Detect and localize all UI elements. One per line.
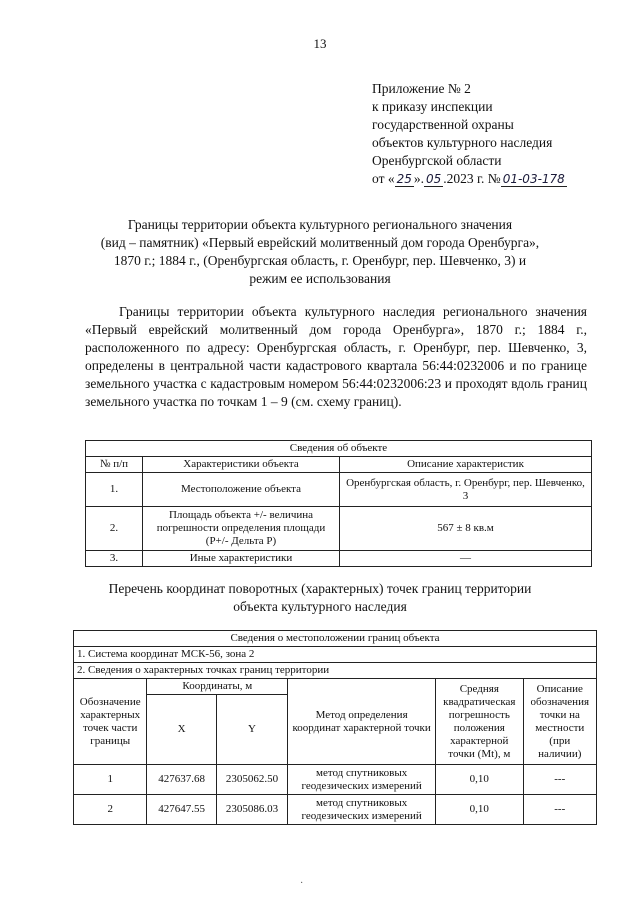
object-table-header: № п/п (86, 457, 143, 473)
coordinates-title (75, 580, 565, 616)
object-table-cell: 2. (86, 507, 143, 551)
coords-cell-point: 2 (74, 795, 147, 825)
annex-block (372, 80, 567, 188)
annex-line: объектов культурного наследия (372, 135, 553, 150)
annex-date-line (372, 170, 567, 188)
annex-line: государственной охраны (372, 117, 514, 132)
coords-header-x: X (147, 695, 216, 765)
object-table-cell: — (340, 551, 592, 567)
coords-cell-point: 1 (74, 765, 147, 795)
date-day-handwritten: 25 (396, 172, 412, 186)
coords-points-line: 2. Сведения о характерных точках границ территории (74, 663, 597, 679)
coords-cell-description: --- (523, 765, 596, 795)
date-prefix: от « (372, 171, 395, 186)
object-table-cell: 3. (86, 551, 143, 567)
date-separator: ». (413, 171, 425, 186)
date-month-handwritten: 05 (426, 172, 442, 186)
title-line: (вид – памятник) «Первый еврейский молитвенный дом города Оренбурга», (100, 235, 540, 250)
coords-cell-x: 427637.68 (147, 765, 216, 795)
coords-header-coordinates: Координаты, м (147, 679, 288, 695)
title-line: 1870 г.; 1884 г., (Оренбургская область, г. Оренбург, пер. Шевченко, 3) и (113, 253, 527, 268)
coords-header-designation: Обозначение характерных точек части границы (74, 679, 147, 765)
coordinates-title-line: Перечень координат поворотных (характерных) точек границ территории (108, 581, 532, 596)
coords-cell-method: метод спутниковых геодезических измерений (288, 765, 436, 795)
object-info-table (85, 440, 592, 567)
coords-table-caption: Сведения о местоположении границ объекта (74, 631, 597, 647)
object-table-header: Характеристики объекта (143, 457, 340, 473)
object-table-cell: Иные характеристики (143, 551, 340, 567)
date-year: .2023 г. № (443, 171, 501, 186)
object-table-cell: 1. (86, 473, 143, 507)
coords-cell-y: 2305062.50 (216, 765, 287, 795)
coords-header-error: Средняя квадратическая погрешность положения характерной точки (Mt), м (436, 679, 524, 765)
coordinates-title-line: объекта культурного наследия (233, 599, 407, 614)
coords-cell-description: --- (523, 795, 596, 825)
object-table-cell: Местоположение объекта (143, 473, 340, 507)
coords-header-description: Описание обозначения точки на местности (при наличии) (523, 679, 596, 765)
object-table-caption: Сведения об объекте (86, 441, 592, 457)
scan-mark: · (300, 878, 304, 889)
coords-cell-error: 0,10 (436, 765, 524, 795)
object-table-cell: 567 ± 8 кв.м (340, 507, 592, 551)
coords-cell-y: 2305086.03 (216, 795, 287, 825)
document-title (75, 216, 565, 288)
coordinates-table (73, 630, 597, 825)
object-table-cell: Площадь объекта +/- величина погрешности определения площади (P+/- Дельта P) (143, 507, 340, 551)
coords-header-method: Метод определения координат характерной точки (288, 679, 436, 765)
page-number: 13 (313, 36, 327, 51)
body-paragraph-block (85, 303, 587, 411)
object-table-header: Описание характеристик (340, 457, 592, 473)
object-table-cell: Оренбургская область, г. Оренбург, пер. Шевченко, 3 (340, 473, 592, 507)
title-line: режим ее использования (249, 271, 391, 286)
annex-line: к приказу инспекции (372, 99, 493, 114)
annex-line: Оренбургской области (372, 153, 502, 168)
doc-number-handwritten: 01-03-178 (502, 172, 565, 186)
body-paragraph: Границы территории объекта культурного наследия регионального значения «Первый еврейский молитвенный дом города Оренбурга», 1870 г.; 1884 г., расположенного по адресу: Оренбургская область, г. Оренбург, пер. Шевченко, 3, определены в центральной части кадастрового квартала 56:44:0232006 и по границе земельного участка с кадастровым номером 56:44:0232006:23 и проходят вдоль границ земельного участка по точкам 1 – 9 (см. схему границ). (85, 304, 587, 409)
coords-cell-error: 0,10 (436, 795, 524, 825)
annex-line: Приложение № 2 (372, 81, 471, 96)
coords-header-y: Y (216, 695, 287, 765)
coords-cell-x: 427647.55 (147, 795, 216, 825)
coords-system-line: 1. Система координат МСК-56, зона 2 (74, 647, 597, 663)
title-line: Границы территории объекта культурного регионального значения (127, 217, 513, 232)
coords-cell-method: метод спутниковых геодезических измерений (288, 795, 436, 825)
